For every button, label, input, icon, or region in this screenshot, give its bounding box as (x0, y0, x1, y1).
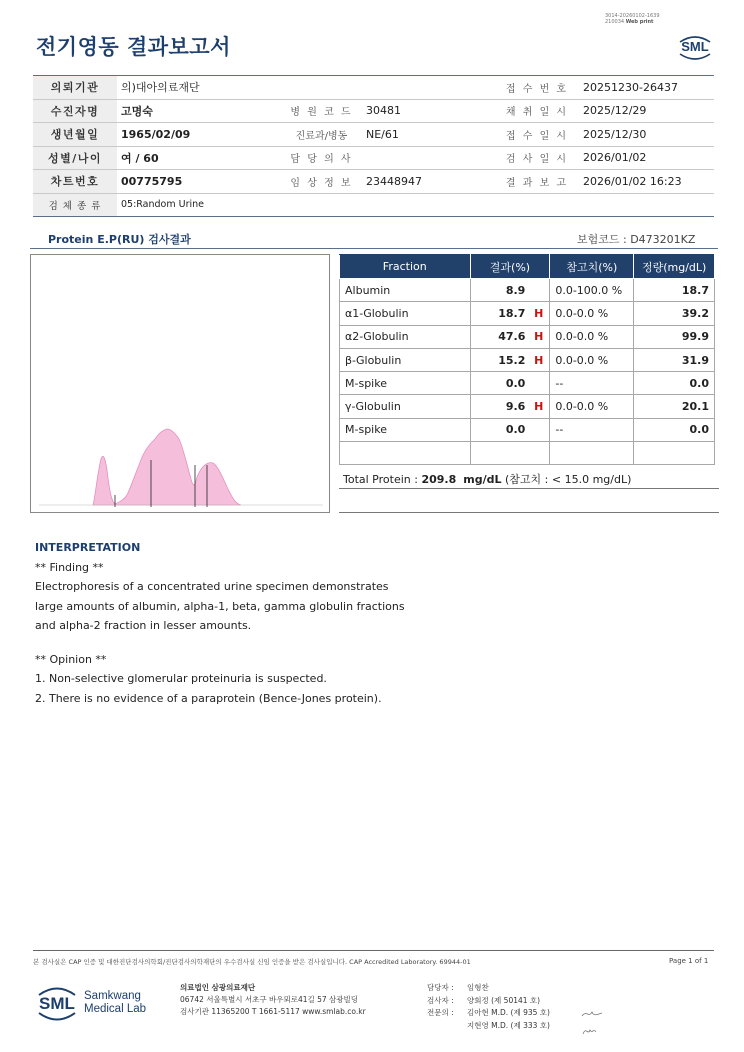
fraction-ref: -- (550, 418, 634, 441)
fraction-result (470, 418, 550, 441)
total-divider-2 (339, 512, 719, 513)
fraction-ref: 0.0-0.0 % (550, 325, 634, 348)
report-date-value: 2026/01/02 16:23 (579, 170, 714, 194)
recv-no-label: 접 수 번 호 (495, 76, 579, 100)
staff-name: 임형찬 (467, 983, 489, 992)
fraction-quant: 18.7 (634, 279, 715, 302)
fraction-ref: 0.0-0.0 % (550, 395, 634, 418)
fraction-quant: 31.9 (634, 348, 715, 371)
empty-cell (634, 442, 715, 465)
info-row-3 (33, 123, 714, 147)
print-code (605, 13, 660, 25)
fraction-name: β-Globulin (340, 348, 471, 371)
test-date-label: 검 사 일 시 (495, 146, 579, 170)
sex-age-value: 여 / 60 (117, 146, 281, 170)
request-org-value: 의)대아의료재단 (117, 76, 495, 100)
chart-no-label: 차트번호 (33, 170, 117, 194)
fraction-ref: 0.0-0.0 % (550, 348, 634, 371)
fraction-name: γ-Globulin (340, 395, 471, 418)
header-fraction: Fraction (340, 255, 471, 279)
empty-cell (550, 442, 634, 465)
company-name (84, 990, 146, 1016)
recv-date-label: 접 수 일 시 (495, 123, 579, 147)
fraction-result (470, 395, 550, 418)
fraction-result (470, 325, 550, 348)
test-date-value: 2026/01/02 (579, 146, 714, 170)
specimen-value: 05:Random Urine (117, 193, 714, 217)
fraction-name: M-spike (340, 372, 471, 395)
result-row (340, 395, 715, 418)
flag-badge: H (534, 306, 544, 320)
finding-line-2: large amounts of albumin, alpha-1, beta, gamma globulin fractions (35, 599, 405, 613)
fraction-name: Albumin (340, 279, 471, 302)
opinion-line-1: 1. Non-selective glomerular proteinuria is suspected. (35, 672, 327, 685)
dept-label: 진료과/병동 (281, 123, 362, 147)
fraction-result (470, 348, 550, 371)
fraction-quant: 0.0 (634, 418, 715, 441)
web-print-label: Web print (625, 19, 654, 25)
patient-info-table (33, 75, 714, 217)
fraction-result (470, 372, 550, 395)
total-protein-unit: mg/dL (463, 473, 502, 486)
sml-logo-bottom (34, 981, 80, 1025)
sml-logo-bottom-text: SML (39, 994, 75, 1013)
info-row-4 (33, 146, 714, 170)
fraction-result (470, 302, 550, 325)
header-ref: 참고치(%) (550, 255, 634, 279)
chart-no-value: 00775795 (117, 170, 281, 194)
sml-logo-top (676, 34, 714, 62)
clinical-label: 임 상 정 보 (281, 170, 362, 194)
fraction-ref: 0.0-100.0 % (550, 279, 634, 302)
total-protein-ref: (참고치 : < 15.0 mg/dL) (505, 473, 632, 486)
result-value: 18.7 (498, 306, 526, 320)
fraction-ref: -- (550, 372, 634, 395)
recv-no-value: 20251230-26437 (579, 76, 714, 100)
results-header-row (340, 255, 715, 279)
finding-line-1: Electrophoresis of a concentrated urine specimen demonstrates (35, 580, 389, 593)
dob-label: 생년월일 (33, 123, 117, 147)
result-row (340, 372, 715, 395)
finding-line-3: and alpha-2 fraction in lesser amounts. (35, 619, 252, 632)
lab-info (180, 982, 366, 1018)
staff-row (427, 982, 550, 995)
result-value: 0.0 (505, 423, 526, 437)
request-org-label: 의뢰기관 (33, 76, 117, 100)
staff-role: 전문의 : (427, 1008, 454, 1017)
staff-name: 양회정 (제 50141 호) (467, 995, 541, 1005)
section-title: Protein E.P(RU) 검사결과 (48, 233, 191, 246)
fraction-ref: 0.0-0.0 % (550, 302, 634, 325)
opinion-line-2: 2. There is no evidence of a paraprotein (Bence-Jones protein). (35, 691, 382, 705)
flag-badge: H (534, 353, 544, 367)
signature-image (580, 1008, 606, 1040)
header-quant: 정량(mg/dL) (634, 255, 715, 279)
result-value: 9.6 (505, 400, 526, 414)
lab-contact: 검사기관 11365200 T 1661-5117 www.smlab.co.kr (180, 1007, 366, 1016)
collect-date-label: 채 취 일 시 (495, 99, 579, 123)
flag-badge: H (534, 330, 544, 344)
fraction-quant: 20.1 (634, 395, 715, 418)
clinical-value: 23448947 (362, 170, 495, 194)
header-result: 결과(%) (470, 255, 550, 279)
fraction-result (470, 279, 550, 302)
staff-name: 김아현 M.D. (제 935 호) (467, 1008, 550, 1017)
result-row (340, 325, 715, 348)
fraction-name: α1-Globulin (340, 302, 471, 325)
staff-role: 담당자 : (427, 983, 454, 992)
flag-badge: H (534, 400, 544, 414)
info-row-2 (33, 99, 714, 123)
info-row-6 (33, 193, 714, 217)
staff-name: 지현영 M.D. (제 333 호) (467, 1020, 550, 1030)
empty-row (340, 442, 715, 465)
staff-row (427, 1020, 550, 1033)
staff-role (427, 1020, 467, 1033)
collect-date-value: 2025/12/29 (579, 99, 714, 123)
interpretation-title: INTERPRETATION (35, 541, 141, 554)
interpretation (35, 538, 405, 708)
electrophoresis-curve-svg (31, 255, 331, 514)
recv-date-value: 2025/12/30 (579, 123, 714, 147)
fraction-quant: 39.2 (634, 302, 715, 325)
patient-label: 수진자명 (33, 99, 117, 123)
results-table (339, 254, 715, 465)
page-number: Page 1 of 1 (669, 957, 709, 965)
total-protein-label: Total Protein : (343, 473, 422, 486)
result-value: 8.9 (505, 283, 526, 297)
info-row-5 (33, 170, 714, 194)
fraction-quant: 99.9 (634, 325, 715, 348)
result-row (340, 418, 715, 441)
result-row (340, 348, 715, 371)
staff-role: 검사자 : (427, 995, 454, 1005)
result-value: 15.2 (498, 353, 526, 367)
empty-cell (470, 442, 550, 465)
sex-age-label: 성별/나이 (33, 146, 117, 170)
sml-logo-top-text: SML (681, 39, 709, 54)
hosp-code-label: 병 원 코 드 (281, 99, 362, 123)
company-line-2: Medical Lab (84, 1003, 147, 1015)
fraction-quant: 0.0 (634, 372, 715, 395)
fraction-name: α2-Globulin (340, 325, 471, 348)
doctor-value (362, 146, 495, 170)
result-value: 0.0 (505, 376, 526, 390)
doctor-label: 담 당 의 사 (281, 146, 362, 170)
staff-row (427, 1007, 550, 1020)
hosp-code-value: 30481 (362, 99, 495, 123)
electrophoresis-curve (93, 429, 241, 505)
lab-name: 의료법인 삼광의료재단 (180, 983, 256, 992)
print-code-line1: 3014-20260102-1639 (605, 13, 660, 19)
total-protein (343, 471, 631, 487)
section-divider (30, 248, 718, 249)
footer-divider (33, 950, 714, 951)
dept-value: NE/61 (362, 123, 495, 147)
electrophoresis-chart (30, 254, 330, 513)
footer-note: 본 검사실은 CAP 인증 및 대한진단검사의학회/진단검사의학재단의 우수검사실 신임 인증을 받은 검사실입니다. CAP Accredited Laboratory. 69944-01 (33, 958, 471, 966)
specimen-label: 검 체 종 류 (33, 193, 117, 217)
fraction-name: M-spike (340, 418, 471, 441)
finding-title: ** Finding ** (35, 560, 104, 574)
total-divider-1 (339, 488, 719, 489)
info-row-1 (33, 76, 714, 100)
staff-row (427, 995, 550, 1008)
print-code-line2: 210034 (605, 19, 625, 25)
empty-cell (340, 442, 471, 465)
staff-list (427, 982, 550, 1032)
patient-value: 고명숙 (117, 99, 281, 123)
result-row (340, 279, 715, 302)
results-body (340, 279, 715, 465)
result-row (340, 302, 715, 325)
page-title: 전기영동 결과보고서 (36, 35, 231, 59)
lab-address: 06742 서울특별시 서초구 바우뫼로41길 57 삼광빌딩 (180, 995, 359, 1004)
opinion-title: ** Opinion ** (35, 652, 107, 666)
report-date-label: 결 과 보 고 (495, 170, 579, 194)
company-line-1: Samkwang (84, 990, 141, 1002)
result-value: 47.6 (498, 330, 526, 344)
total-protein-value: 209.8 (421, 473, 457, 486)
dob-value: 1965/02/09 (117, 123, 281, 147)
insurance-code: 보험코드 : D473201KZ (577, 233, 696, 246)
